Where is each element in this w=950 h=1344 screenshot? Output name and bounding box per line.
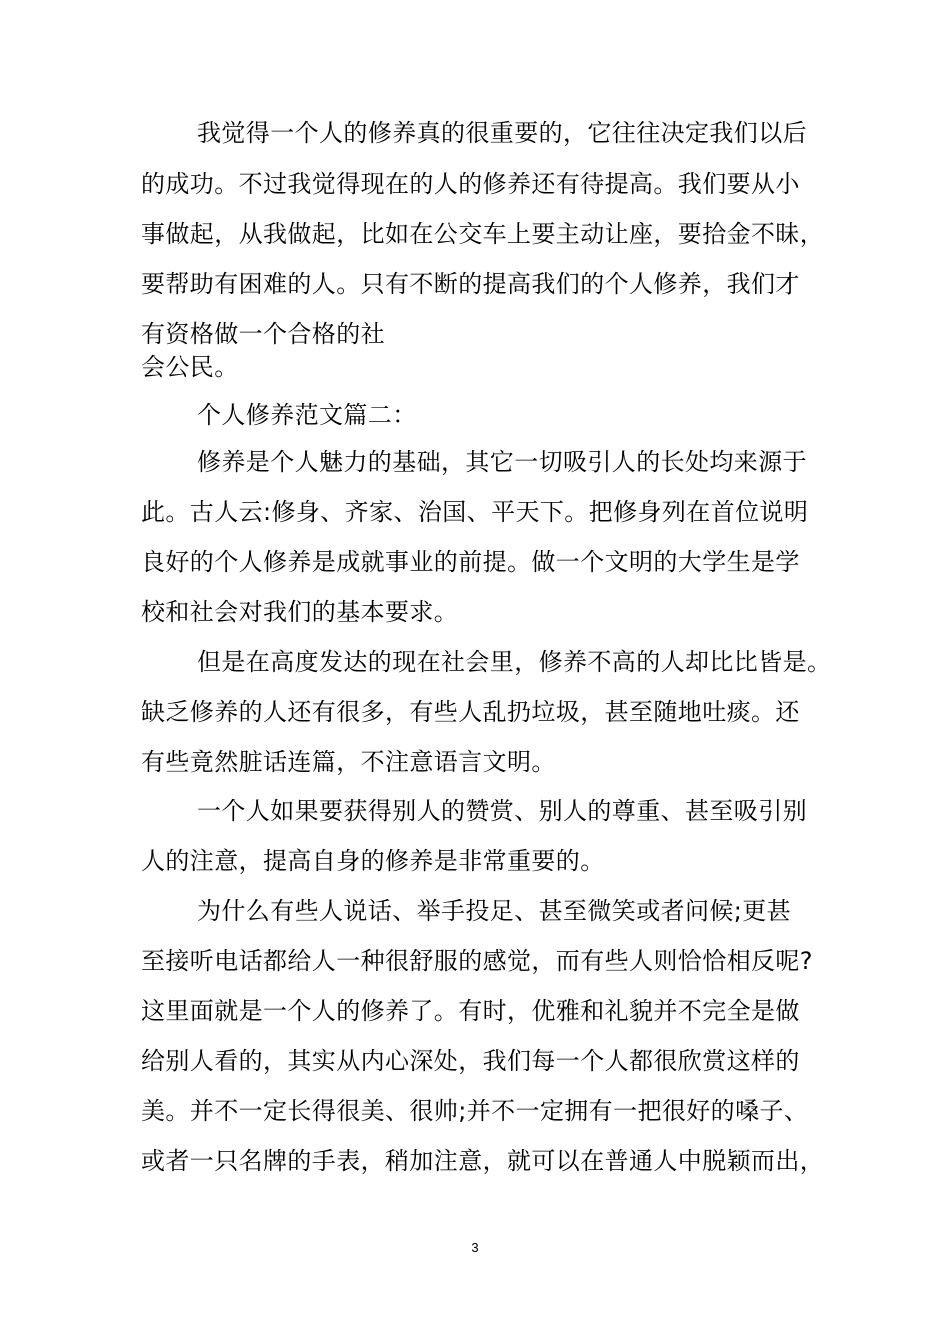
- text-line: 此。古人云:修身、齐家、治国、平天下。把修身列在首位说明: [141, 498, 809, 526]
- text-line: 但是在高度发达的现在社会里，修养不高的人却比比皆是。: [197, 648, 832, 676]
- text-line: 缺乏修养的人还有很多，有些人乱扔垃圾，甚至随地吐痰。还: [141, 698, 800, 726]
- text-line: 我觉得一个人的修养真的很重要的，它往往决定我们以后: [197, 119, 807, 147]
- text-line: 要帮助有困难的人。只有不断的提高我们的个人修养，我们才: [141, 270, 800, 298]
- text-line: 校和社会对我们的基本要求。: [141, 598, 459, 626]
- text-line: 有些竟然脏话连篇，不注意语言文明。: [141, 748, 556, 776]
- text-line: 为什么有些人说话、举手投足、甚至微笑或者问候;更甚: [197, 897, 792, 925]
- text-line: 人的注意，提高自身的修养是非常重要的。: [141, 847, 605, 875]
- text-line: 一个人如果要获得别人的赞赏、别人的尊重、甚至吸引别: [197, 797, 807, 825]
- text-line: 会公民。: [141, 353, 239, 381]
- page-number: 3: [471, 1240, 479, 1255]
- text-line: 至接听电话都给人一种很舒服的感觉，而有些人则恰恰相反呢?: [141, 947, 813, 975]
- text-line: 有资格做一个合格的社: [141, 320, 385, 348]
- text-line: 良好的个人修养是成就事业的前提。做一个文明的大学生是学: [141, 548, 800, 576]
- text-line: 的成功。不过我觉得现在的人的修养还有待提高。我们要从小: [141, 170, 800, 198]
- text-line: 这里面就是一个人的修养了。有时，优雅和礼貌并不完全是做: [141, 997, 800, 1025]
- text-line: 事做起，从我做起，比如在公交车上要主动让座，要拾金不昧，: [141, 220, 825, 248]
- text-line: 或者一只名牌的手表，稍加注意，就可以在普通人中脱颖而出，: [141, 1147, 825, 1175]
- text-line: 给别人看的，其实从内心深处，我们每一个人都很欣赏这样的: [141, 1047, 800, 1075]
- section-heading: 个人修养范文篇二：: [197, 401, 417, 429]
- text-line: 美。并不一定长得很美、很帅;并不一定拥有一把很好的嗓子、: [141, 1097, 809, 1125]
- text-line: 修养是个人魅力的基础，其它一切吸引人的长处均来源于: [197, 448, 807, 476]
